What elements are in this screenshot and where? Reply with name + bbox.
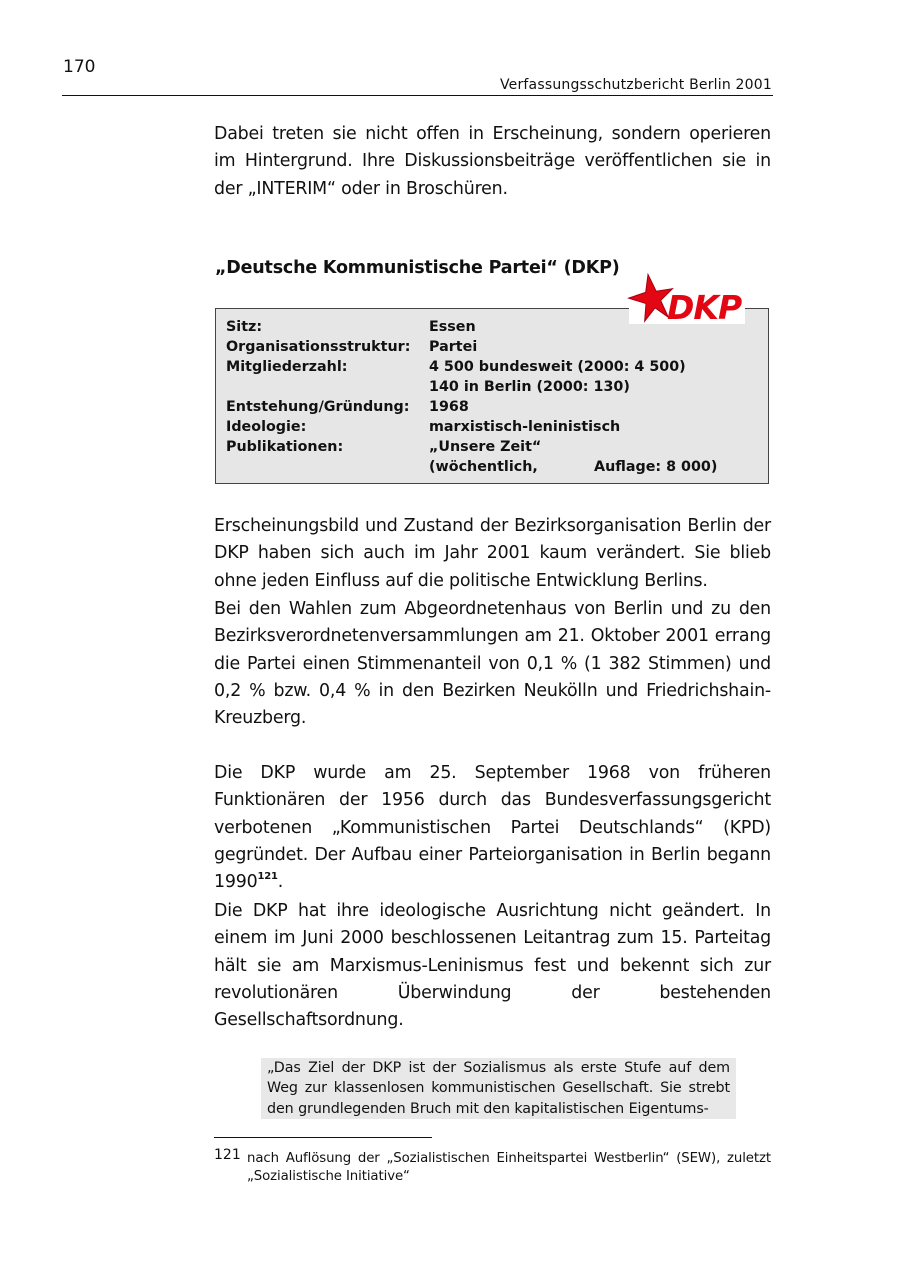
logo-text: DKP	[667, 288, 742, 326]
fact-value: Essen	[429, 319, 476, 335]
fact-label: Organisationsstruktur:	[226, 339, 411, 355]
gruendung-end: .	[277, 872, 284, 893]
fact-label: Publikationen:	[226, 439, 344, 455]
fact-value: marxistisch-leninistisch	[429, 419, 621, 435]
fact-value: 140 in Berlin (2000: 130)	[429, 379, 630, 395]
intro-paragraph: Dabei treten sie nicht offen in Erscheinung, sondern operieren im Hintergrund. Ihre Diskussionsbeiträge veröffentlichen sie in der „INTERIM“ oder in Broschüren.	[214, 124, 771, 199]
footnote-rule	[214, 1137, 432, 1138]
header-rule	[62, 95, 773, 96]
running-header-title: Verfassungsschutzbericht Berlin 2001	[499, 77, 772, 93]
paragraph-wahlen: Bei den Wahlen zum Abgeordnetenhaus von Berlin und zu den Bezirksverordnetenversammlungen am 21. Oktober 2001 errang die Partei einen Stimmenanteil von 0,1 % (1 382 Stimmen) und 0,2 % bzw. 0,4 % in den Bezirken Neukölln und Friedrichshain-Kreuzberg.	[214, 599, 771, 729]
page-number: 170	[63, 57, 96, 77]
fact-value: „Unsere Zeit“	[429, 439, 542, 455]
fact-value-circulation: Auflage: 8 000)	[594, 459, 718, 475]
fact-label: Entstehung/Gründung:	[226, 399, 410, 415]
fact-value: Partei	[429, 339, 478, 355]
section-heading: „Deutsche Kommunistische Partei“ (DKP)	[215, 258, 620, 278]
paragraph-erscheinungsbild: Erscheinungsbild und Zustand der Bezirksorganisation Berlin der DKP haben sich auch im Jahr 2001 kaum verändert. Sie blieb ohne jeden Einfluss auf die politische Entwicklung Berlins.	[214, 516, 771, 591]
footnote-number: 121	[214, 1147, 241, 1163]
block-quote: „Das Ziel der DKP ist der Sozialismus als erste Stufe auf dem Weg zur klassenlosen kommunistischen Gesellschaft. Sie strebt den grundlegenden Bruch mit den kapitalistischen Eigentums-	[261, 1058, 736, 1119]
fact-value: 4 500 bundesweit (2000: 4 500)	[429, 359, 686, 375]
fact-value: (wöchentlich,	[429, 459, 538, 475]
fact-label: Ideologie:	[226, 419, 307, 435]
fact-box	[215, 308, 769, 484]
paragraph-ideologie: Die DKP hat ihre ideologische Ausrichtung nicht geändert. In einem im Juni 2000 beschlossenen Leitantrag zum 15. Parteitag hält sie am Marxismus-Leninismus fest und bekennt sich zur revolutionären Überwindung der bestehenden Gesellschaftsordnung.	[214, 901, 771, 1031]
dkp-logo	[627, 270, 747, 326]
gruendung-text: Die DKP wurde am 25. September 1968 von früheren Funktionären der 1956 durch das Bundesverfassungsgericht verbotenen „Kommunistischen Partei Deutschlands“ (KPD) gegründet. Der Aufbau einer Parteiorganisation in Berlin begann 1990	[214, 763, 771, 893]
fact-label: Sitz:	[226, 319, 263, 335]
fact-label: Mitgliederzahl:	[226, 359, 348, 375]
footnote-reference[interactable]: 121	[257, 871, 278, 883]
paragraph-gruendung	[214, 760, 771, 896]
fact-value: 1968	[429, 399, 469, 415]
footnote-text: nach Auflösung der „Sozialistischen Einheitspartei Westberlin“ (SEW), zuletzt „Sozialistische Initiative“	[247, 1151, 771, 1184]
